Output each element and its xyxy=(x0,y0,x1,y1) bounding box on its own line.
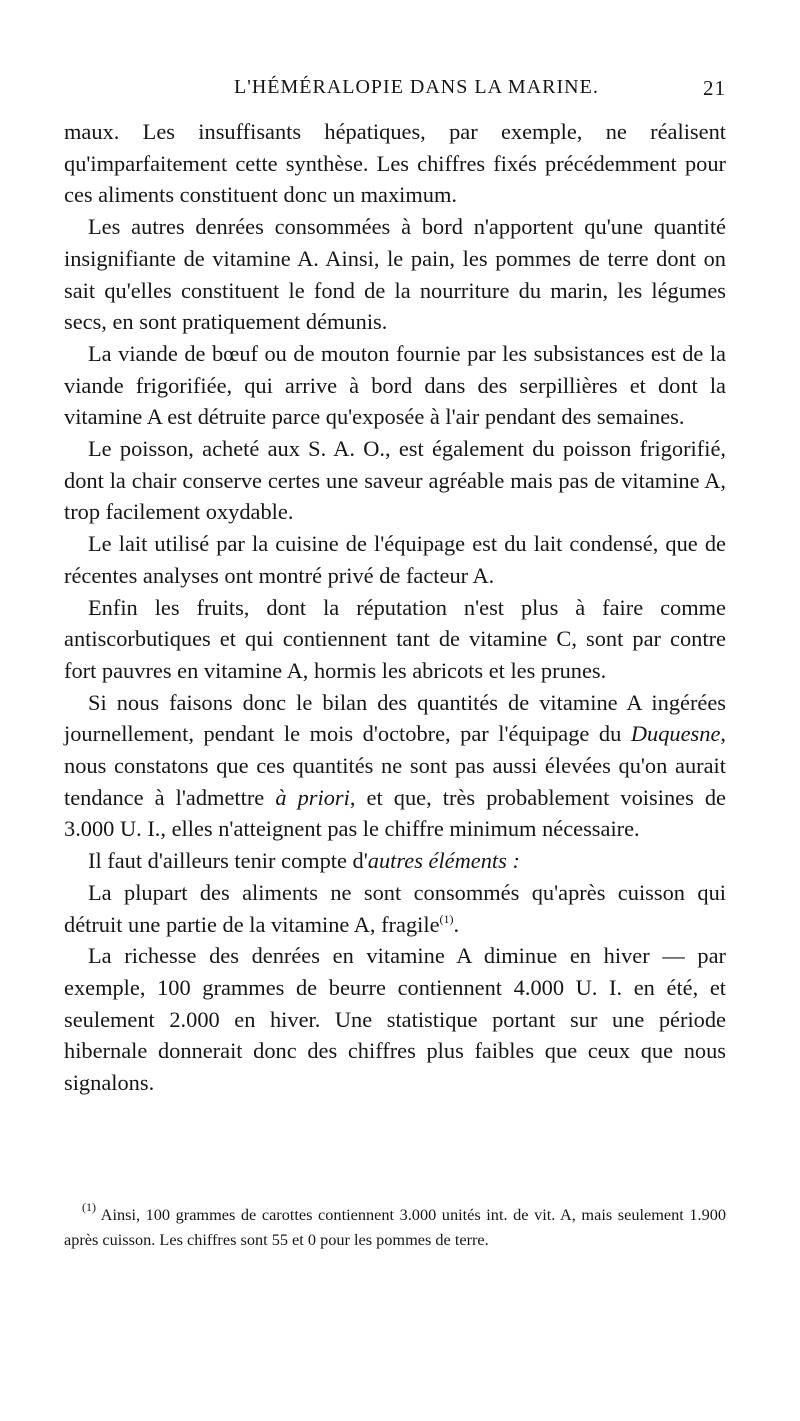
footnotes xyxy=(64,1200,726,1252)
paragraph-text: Si nous faisons donc le bilan des quantités de vitamine A ingérées journellement, pendant le mois d'octobre, par l'équipage du xyxy=(64,689,726,747)
footnote xyxy=(64,1200,726,1252)
paragraph-text: La plupart des aliments ne sont consommés qu'après cuisson qui détruit une partie de la vitamine A, fragile xyxy=(64,879,726,937)
footnote-marker: (1) xyxy=(82,1200,96,1214)
paragraph xyxy=(64,877,726,940)
ship-name: Duquesne xyxy=(630,721,721,747)
body-text xyxy=(64,116,726,1099)
paragraph xyxy=(64,687,726,846)
paragraph: Le poisson, acheté aux S. A. O., est également du poisson frigorifié, dont la chair conserve certes une saveur agréable mais pas de vitamine A, trop facilement oxydable. xyxy=(64,436,726,525)
paragraph-text: . xyxy=(453,911,460,937)
paragraph-text: , nous constatons que ces quantités ne sont pas aussi élevées qu'on aurait tendance à l'admettre xyxy=(64,721,726,810)
paragraph: Enfin les fruits, dont la réputation n'est plus à faire comme antiscorbutiques et qui contiennent tant de vitamine C, sont par contre fort pauvres en vitamine A, hormis les abricots et les prunes. xyxy=(64,594,726,683)
paragraph-text: Il faut d'ailleurs tenir compte d' xyxy=(88,848,368,874)
paragraph: La richesse des denrées en vitamine A diminue en hiver — par exemple, 100 grammes de beurre contiennent 4.000 U. I. en été, et seulement 2.000 en hiver. Une statistique portant sur une période hibernale donnerait donc des chiffres plus faibles que ceux que nous signalons. xyxy=(64,943,726,1096)
footnote-text: Ainsi, 100 grammes de carottes contiennent 3.000 unités int. de vit. A, mais seulement 1.900 après cuisson. Les chiffres sont 55 et 0 pour les pommes de terre. xyxy=(64,1205,726,1249)
paragraph xyxy=(64,845,726,877)
running-title: L'HÉMÉRALOPIE DANS LA MARINE. xyxy=(234,76,599,98)
paragraph: Les autres denrées consommées à bord n'apportent qu'une quantité insignifiante de vitamine A. Ainsi, le pain, les pommes de terre dont on sait qu'elles constituent le fond de la nourriture du marin, les légumes secs, en sont pratiquement démunis. xyxy=(64,214,726,335)
latin-phrase: à priori xyxy=(275,784,350,810)
emphasis: autres éléments : xyxy=(367,848,520,874)
page-number: 21 xyxy=(703,76,726,100)
paragraph: Le lait utilisé par la cuisine de l'équipage est du lait condensé, que de récentes analyses ont montré privé de facteur A. xyxy=(64,531,726,588)
paragraph: La viande de bœuf ou de mouton fournie par les subsistances est de la viande frigorifiée, qui arrive à bord dans des serpillières et dont la vitamine A est détruite parce qu'exposée à l'air pendant des semaines. xyxy=(64,340,726,430)
footnote-reference: (1) xyxy=(439,911,454,926)
paragraph-text: , et que, très probablement voisines de 3.000 U. I., elles n'atteignent pas le chiffre minimum nécessaire. xyxy=(64,784,727,842)
paragraph: maux. Les insuffisants hépatiques, par exemple, ne réalisent qu'imparfaitement cette synthèse. Les chiffres fixés précédemment pour ces aliments constituent donc un maximum. xyxy=(64,119,726,208)
page-header xyxy=(64,76,726,106)
